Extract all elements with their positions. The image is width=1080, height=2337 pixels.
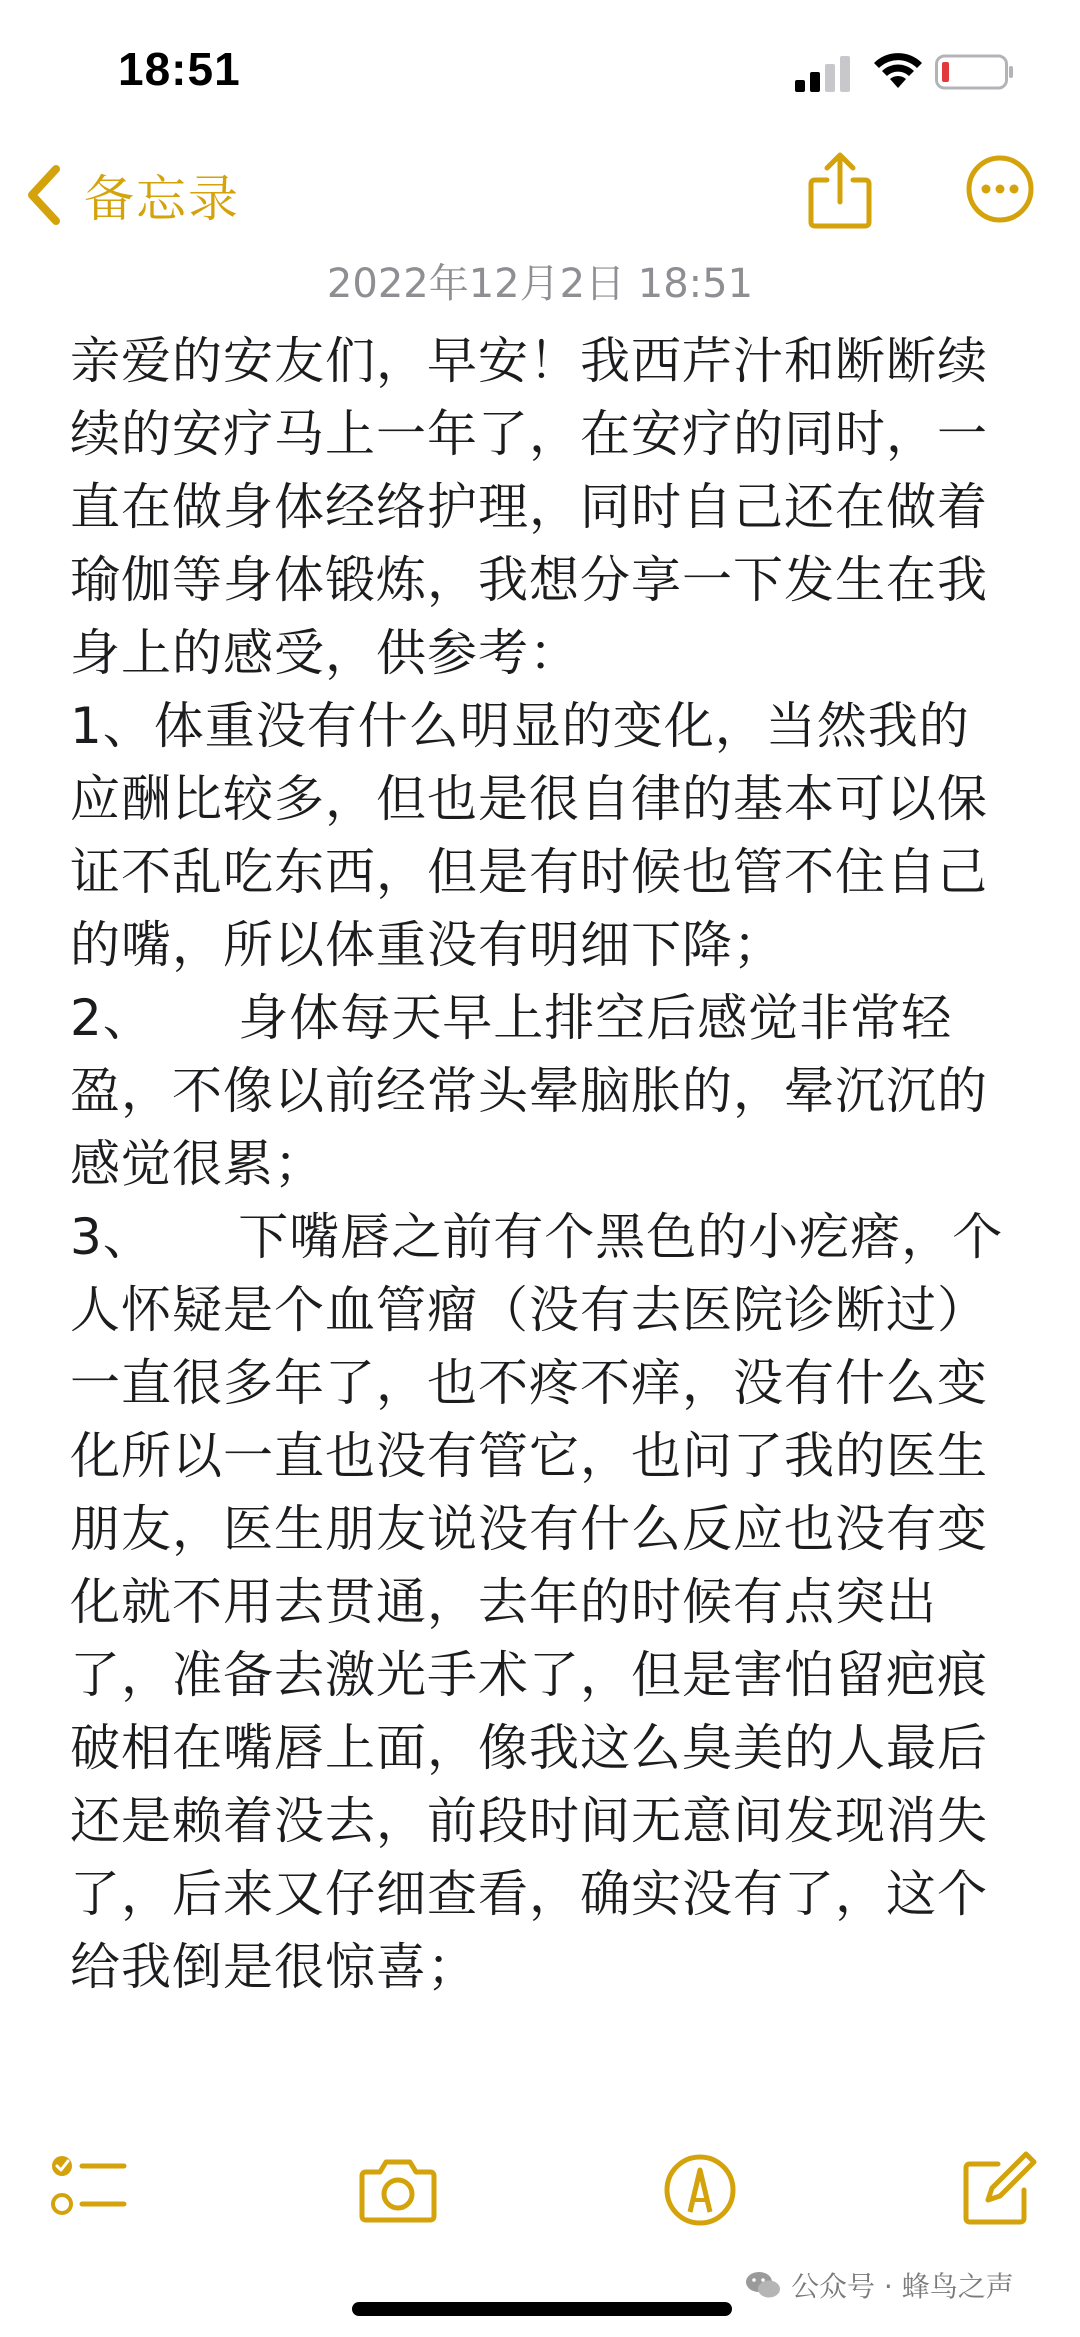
note-paragraph: 1、体重没有什么明显的变化，当然我的应酬比较多，但也是很自律的基本可以保证不乱吃东西，但是有时候也管不住自己的嘴，所以体重没有明细下降； — [70, 697, 988, 974]
home-indicator[interactable] — [352, 2302, 732, 2316]
camera-icon[interactable] — [358, 2150, 438, 2230]
note-paragraph: 2、 身体每天早上排空后感觉非常轻盈，不像以前经常头晕脑胀的，晕沉沉的感觉很累； — [70, 989, 988, 1193]
nav-bar — [0, 140, 1080, 250]
watermark — [745, 2265, 1014, 2305]
note-date: 2022年12月2日 18:51 — [326, 261, 754, 307]
more-icon[interactable] — [965, 154, 1035, 224]
note-paragraph: 亲爱的安友们，早安！我西芹汁和断断续续的安疗马上一年了，在安疗的同时，一直在做身体经络护理，同时自己还在做着瑜伽等身体锻炼，我想分享一下发生在我身上的感受，供参考： — [70, 332, 988, 682]
status-time: 18:51 — [118, 43, 241, 95]
share-icon[interactable] — [805, 150, 875, 230]
watermark-text: 公众号 · 蜂鸟之声 — [791, 2270, 1014, 2303]
status-bar — [0, 0, 1080, 140]
compose-icon[interactable] — [958, 2150, 1038, 2230]
wifi-icon — [873, 50, 923, 90]
wechat-icon — [745, 2270, 781, 2300]
bottom-toolbar — [0, 2130, 1080, 2250]
back-button[interactable] — [22, 160, 240, 230]
checklist-icon[interactable] — [50, 2150, 130, 2230]
note-paragraph: 3、 下嘴唇之前有个黑色的小疙瘩，个人怀疑是个血管瘤（没有去医院诊断过）一直很多年了，也不疼不痒，没有什么变化所以一直也没有管它，也问了我的医生朋友，医生朋友说没有什么反应也没有变化就不用去贯通，去年的时候有点突出了，准备去激光手术了，但是害怕留疤痕破相在嘴唇上面，像我这么臭美的人最后还是赖着没去，前段时间无意间发现消失了，后来又仔细查看，确实没有了，这个给我倒是很惊喜； — [70, 1208, 1004, 1996]
note-body[interactable] — [70, 325, 1020, 2004]
cellular-signal-icon — [795, 56, 851, 92]
back-label: 备忘录 — [84, 170, 240, 228]
chevron-left-icon — [22, 163, 66, 227]
markup-pen-icon[interactable] — [660, 2150, 740, 2230]
battery-icon — [935, 54, 1015, 90]
